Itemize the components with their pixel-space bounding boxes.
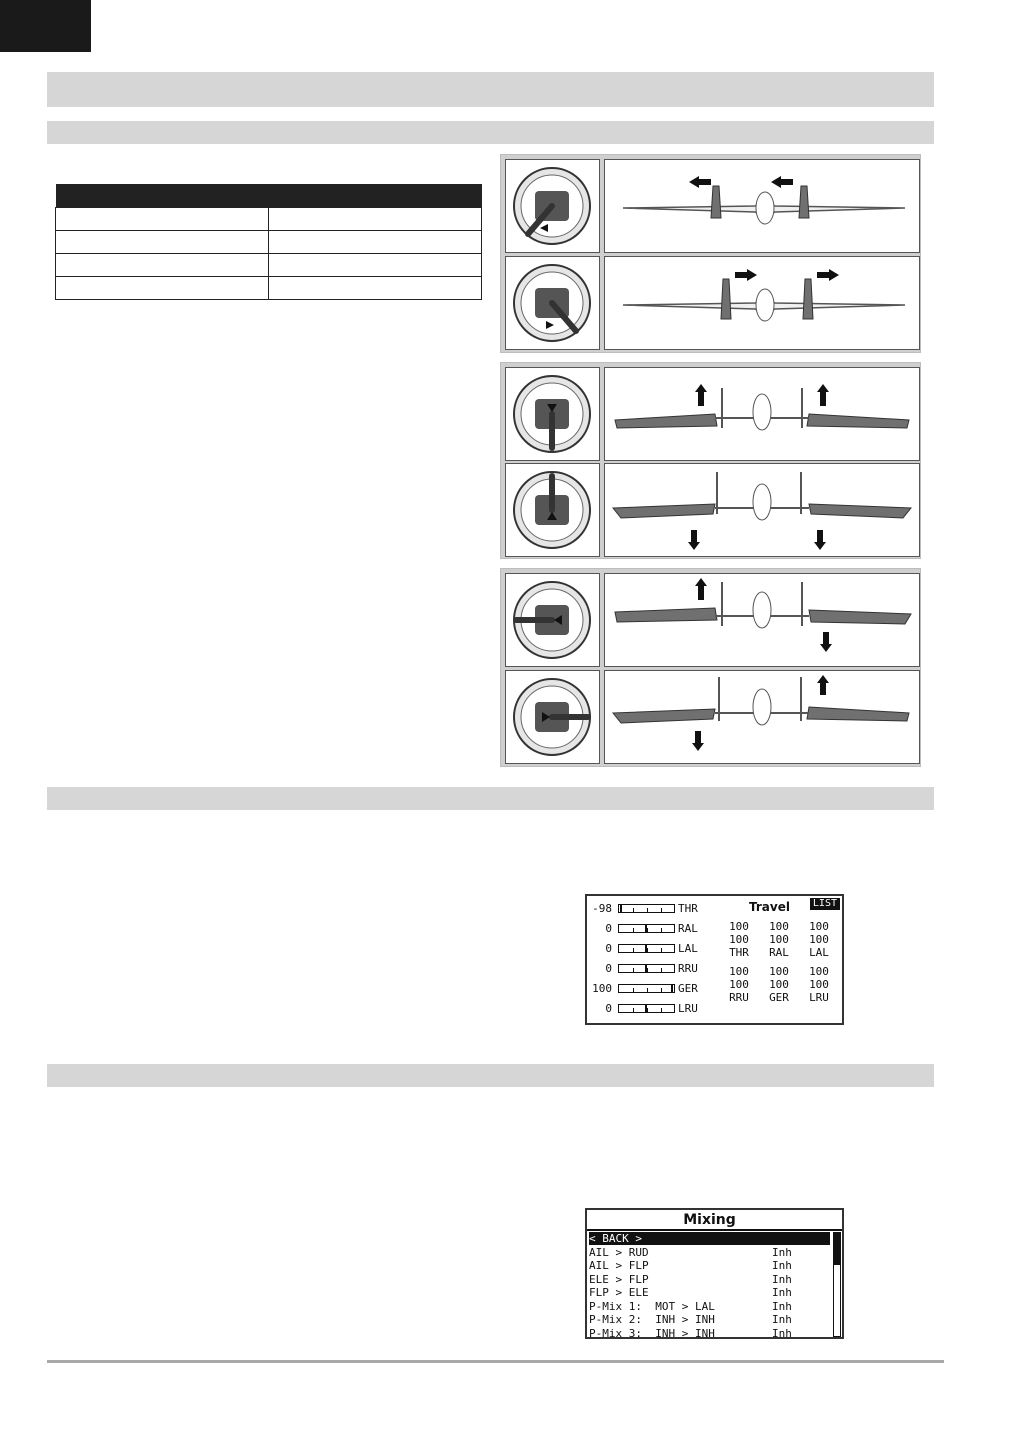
travel-grid-cell: 100: [809, 965, 829, 978]
channel-name: LRU: [678, 1001, 698, 1015]
table-row: [56, 207, 482, 230]
mix-list-item[interactable]: [589, 1246, 830, 1259]
aircraft-icon: [605, 257, 919, 349]
travel-grid-cell: 100: [769, 920, 789, 933]
channel-bar: [618, 924, 675, 933]
mix-status: Inh: [772, 1272, 792, 1286]
section-bar-mixing: [47, 1064, 934, 1087]
rudder-diagram-group: [500, 154, 921, 353]
mix-list-item[interactable]: [589, 1259, 830, 1272]
travel-grid-cell: 100: [769, 933, 789, 946]
bar-tick: [647, 928, 648, 932]
travel-grid-cell: 100: [769, 965, 789, 978]
travel-grid-cell: RRU: [729, 991, 749, 1004]
channel-marker: [645, 924, 647, 933]
mix-list-item[interactable]: [589, 1313, 830, 1326]
channel-name: GER: [678, 981, 698, 995]
section-bar-controls: [47, 121, 934, 144]
channel-marker: [620, 904, 622, 913]
table-row: [56, 253, 482, 276]
stick-box: [505, 367, 600, 461]
stick-box: [505, 463, 600, 557]
mixing-scrollbar[interactable]: [833, 1232, 841, 1337]
channel-name: LAL: [678, 941, 698, 955]
stick-icon: [506, 671, 599, 763]
elevator-diagram-group: [500, 362, 921, 559]
mixing-screen: [585, 1208, 844, 1339]
channel-bar: [618, 1004, 675, 1013]
aileron-right-row: [505, 670, 918, 764]
mix-label: P-Mix 2: INH > INH: [589, 1313, 715, 1326]
travel-screen: [585, 894, 844, 1025]
aileron-left-row: [505, 573, 918, 667]
stick-icon: [506, 257, 599, 349]
mix-list-item[interactable]: [589, 1273, 830, 1286]
bar-tick: [661, 988, 662, 992]
aircraft-icon: [605, 574, 919, 666]
plane-box: [604, 670, 920, 764]
travel-grid-cell: RAL: [769, 946, 789, 959]
mix-status: Inh: [772, 1245, 792, 1259]
bar-tick: [633, 948, 634, 952]
stick-icon: [506, 160, 599, 252]
mix-status: Inh: [772, 1286, 792, 1299]
channel-value: 0: [605, 941, 612, 955]
channel-value: 0: [605, 921, 612, 935]
travel-grid-cell: 100: [729, 933, 749, 946]
travel-channel-row[interactable]: [590, 901, 698, 915]
travel-grid-cell: THR: [729, 946, 749, 959]
direction-arrow-icon: [814, 530, 826, 550]
direction-arrow-icon: [820, 632, 832, 652]
direction-arrow-icon: [735, 269, 757, 281]
bar-tick: [661, 908, 662, 912]
bar-tick: [647, 1008, 648, 1012]
plane-box: [604, 256, 920, 350]
bar-tick: [647, 908, 648, 912]
stick-box: [505, 573, 600, 667]
plane-box: [604, 463, 920, 557]
table-row: [56, 276, 482, 299]
mix-label: AIL > RUD: [589, 1245, 649, 1259]
bar-tick: [633, 908, 634, 912]
mix-list-item[interactable]: [589, 1286, 830, 1299]
channel-value: 0: [605, 961, 612, 975]
travel-channel-row[interactable]: [590, 961, 698, 975]
travel-title: Travel: [749, 900, 790, 914]
plane-box: [604, 573, 920, 667]
mixing-title: Mixing: [683, 1212, 736, 1228]
channel-bar: [618, 944, 675, 953]
travel-channel-row[interactable]: [590, 981, 698, 995]
mix-status: Inh: [772, 1299, 792, 1313]
spec-table: [55, 184, 482, 300]
aircraft-icon: [605, 671, 919, 763]
travel-grid-cell: GER: [769, 991, 789, 1004]
bar-tick: [647, 988, 648, 992]
travel-grid-cell: 100: [809, 920, 829, 933]
stick-box: [505, 159, 600, 253]
channel-value: -98: [592, 901, 612, 915]
bar-tick: [661, 948, 662, 952]
channel-marker: [645, 964, 647, 973]
bar-tick: [647, 948, 648, 952]
channel-value: 100: [592, 981, 612, 995]
travel-grid-cell: 100: [729, 920, 749, 933]
title-bar: [47, 72, 934, 107]
list-badge[interactable]: LIST: [810, 898, 840, 910]
bar-tick: [647, 968, 648, 972]
bar-tick: [633, 1008, 634, 1012]
direction-arrow-icon: [688, 530, 700, 550]
aircraft-icon: [605, 160, 919, 252]
travel-grid-cell: 100: [729, 978, 749, 991]
mix-list-item[interactable]: [589, 1300, 830, 1313]
channel-marker: [645, 944, 647, 953]
travel-grid-cell: 100: [729, 965, 749, 978]
aileron-diagram-group: [500, 568, 921, 767]
stick-icon: [506, 464, 599, 556]
channel-name: THR: [678, 901, 698, 915]
direction-arrow-icon: [771, 176, 793, 188]
bar-tick: [661, 1008, 662, 1012]
mix-label: P-Mix 3: INH > INH: [589, 1326, 715, 1340]
mix-status: Inh: [772, 1259, 792, 1272]
direction-arrow-icon: [817, 384, 829, 406]
travel-channel-row[interactable]: [590, 921, 698, 935]
stick-box: [505, 670, 600, 764]
direction-arrow-icon: [695, 384, 707, 406]
travel-channel-row[interactable]: [590, 941, 698, 955]
rudder-left-row: [505, 159, 918, 253]
mix-label: < BACK >: [589, 1232, 642, 1245]
channel-name: RRU: [678, 961, 698, 975]
direction-arrow-icon: [817, 675, 829, 695]
travel-grid-bottom: [719, 965, 845, 1004]
direction-arrow-icon: [692, 731, 704, 751]
mix-label: ELE > FLP: [589, 1272, 649, 1286]
bar-tick: [633, 928, 634, 932]
stick-icon: [506, 574, 599, 666]
rudder-right-row: [505, 256, 918, 350]
channel-bar: [618, 964, 675, 973]
channel-value: 0: [605, 1001, 612, 1015]
stick-box: [505, 256, 600, 350]
plane-box: [604, 159, 920, 253]
mix-label: AIL > FLP: [589, 1259, 649, 1272]
channel-marker: [671, 984, 673, 993]
mix-status: Inh: [772, 1313, 792, 1326]
mix-label: P-Mix 1: MOT > LAL: [589, 1299, 715, 1313]
channel-bar: [618, 904, 675, 913]
travel-grid-top: [719, 920, 845, 959]
aircraft-icon: [605, 368, 919, 460]
elevator-down-row: [505, 463, 918, 557]
page-corner-tab: [0, 0, 91, 52]
back-menu-item[interactable]: [589, 1232, 830, 1245]
bar-tick: [633, 968, 634, 972]
bar-tick: [633, 988, 634, 992]
table-header-row: [56, 184, 482, 207]
channel-name: RAL: [678, 921, 698, 935]
direction-arrow-icon: [689, 176, 711, 188]
bar-tick: [661, 928, 662, 932]
travel-channel-row[interactable]: [590, 1001, 698, 1015]
scrollbar-thumb[interactable]: [834, 1233, 840, 1265]
mix-list-item[interactable]: [589, 1327, 830, 1340]
channel-marker: [645, 1004, 647, 1013]
travel-grid-cell: LAL: [809, 946, 829, 959]
table-row: [56, 230, 482, 253]
direction-arrow-icon: [817, 269, 839, 281]
footer-rule: [47, 1360, 944, 1363]
stick-icon: [506, 368, 599, 460]
mix-status: Inh: [772, 1326, 792, 1340]
travel-grid-cell: 100: [809, 933, 829, 946]
travel-grid-cell: 100: [769, 978, 789, 991]
direction-arrow-icon: [695, 578, 707, 600]
travel-grid-cell: LRU: [809, 991, 829, 1004]
travel-grid-cell: 100: [809, 978, 829, 991]
elevator-up-row: [505, 367, 918, 461]
bar-tick: [661, 968, 662, 972]
channel-bar: [618, 984, 675, 993]
mixing-divider: [587, 1229, 842, 1231]
section-bar-travel: [47, 787, 934, 810]
aircraft-icon: [605, 464, 919, 556]
mix-label: FLP > ELE: [589, 1286, 649, 1299]
plane-box: [604, 367, 920, 461]
